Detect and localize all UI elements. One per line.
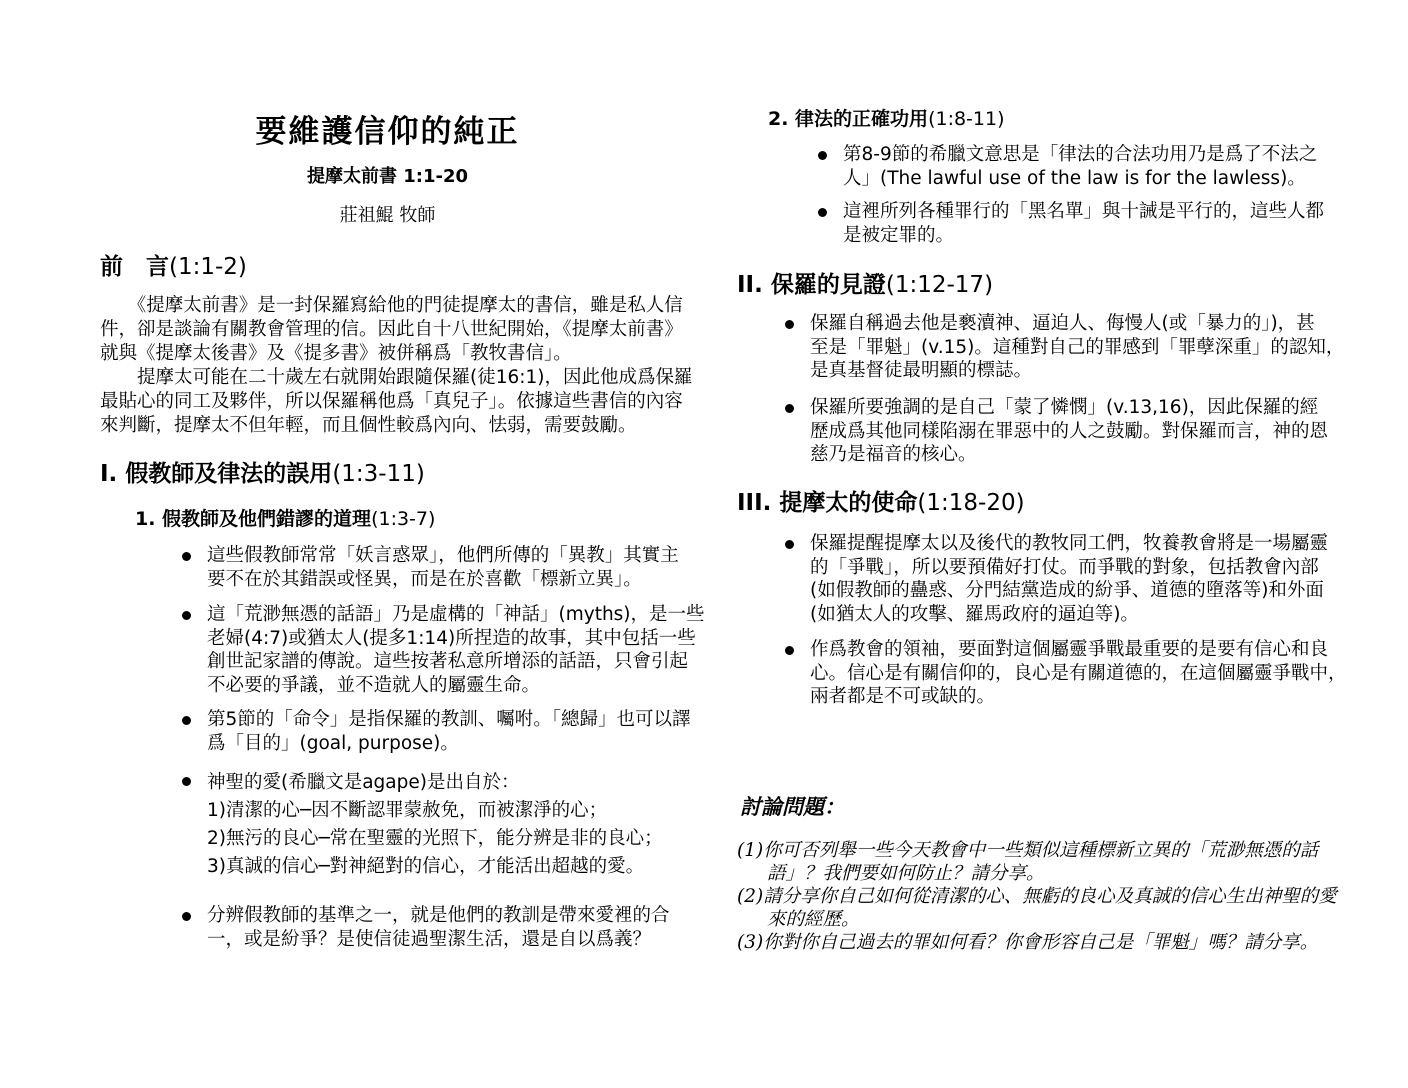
section-2-heading-text: II. 保羅的見證 bbox=[737, 272, 886, 298]
scripture-reference: 提摩太前書 1:1-20 bbox=[306, 166, 469, 187]
intro-heading-ref: (1:1-2) bbox=[169, 254, 247, 280]
text-line: 來判斷，提摩太不但年輕，而且個性較爲內向、怯弱，需要鼓勵。 bbox=[100, 415, 637, 436]
text-line: 保羅所要強調的是自己「蒙了憐憫」(v.13,16)，因此保羅的經 bbox=[810, 397, 1319, 418]
text-line: 要不在於其錯誤或怪異，而是在於喜歡「標新立異」。 bbox=[207, 568, 642, 590]
section-2-heading bbox=[737, 266, 993, 299]
text-line: 件，卻是談論有關教會管理的信。因此自十八世紀開始，《提摩太前書》 bbox=[100, 319, 683, 340]
bullet-icon bbox=[818, 151, 827, 160]
discussion-questions bbox=[737, 839, 1337, 954]
text-line: 提摩太可能在二十歲左右就開始跟隨保羅(徒16:1)，因此他成爲保羅 bbox=[100, 367, 693, 388]
text-line: 3)真誠的信心─對神絕對的信心，才能活出超越的愛。 bbox=[207, 856, 645, 877]
bullet-item bbox=[843, 143, 1317, 190]
text-line: 一，或是紛爭？是使信徒過聖潔生活，還是自以爲義？ bbox=[207, 928, 652, 950]
intro-heading-text: 前 言 bbox=[100, 254, 169, 280]
section-3-heading bbox=[737, 484, 1025, 517]
text-line: 作爲教會的領袖，要面對這個屬靈爭戰最重要的是要有信心和良 bbox=[810, 639, 1329, 660]
text-line: 就與《提摩太後書》及《提多書》被併稱爲「教牧書信」。 bbox=[100, 343, 572, 364]
intro-paragraph bbox=[100, 294, 692, 438]
section-2-heading-ref: (1:12-17) bbox=[885, 272, 994, 298]
bullet-icon bbox=[818, 208, 827, 217]
text-line: 第8-9節的希臘文意思是「律法的合法功用乃是爲了不法之 bbox=[843, 144, 1318, 165]
bullet-item bbox=[207, 708, 691, 755]
section-3-heading-text: III. 提摩太的使命 bbox=[737, 490, 918, 516]
intro-heading bbox=[100, 248, 247, 281]
discussion-heading: 討論問題： bbox=[740, 794, 845, 819]
text-line: 慈乃是福音的核心。 bbox=[810, 444, 977, 465]
author: 莊祖鯤 牧師 bbox=[339, 205, 436, 226]
bullet-item bbox=[207, 769, 663, 881]
question-line: (2)請分享你自己如何從清潔的心、無虧的良心及真誠的信心生出神聖的愛 bbox=[737, 886, 1337, 907]
question-line: 語」？我們要如何防止？請分享。 bbox=[767, 863, 1045, 884]
text-line: 爲「目的」(goal, purpose)。 bbox=[207, 732, 459, 754]
bullet-item bbox=[810, 532, 1328, 626]
question-line: 來的經歷。 bbox=[767, 909, 860, 930]
bullet-icon bbox=[785, 646, 794, 655]
text-line: 是被定罪的。 bbox=[843, 224, 955, 246]
text-line: 保羅提醒提摩太以及後代的教牧同工們，牧養教會將是一場屬靈 bbox=[810, 533, 1329, 554]
bullet-icon bbox=[785, 404, 794, 413]
bullet-icon bbox=[182, 777, 191, 786]
text-line: 第5節的「命令」是指保羅的教訓、囑咐。「總歸」也可以譯 bbox=[207, 709, 691, 730]
subsection-1-heading-text: 1. 假教師及他們錯謬的道理 bbox=[135, 508, 372, 530]
subsection-1-heading bbox=[135, 504, 435, 531]
question-line: (1)你可否列舉一些今天教會中一些類似這種標新立異的「荒渺無憑的話 bbox=[737, 840, 1319, 861]
text-line: 人」(The lawful use of the law is for the lawless)。 bbox=[843, 167, 1306, 189]
section-1-heading bbox=[100, 455, 425, 488]
question-line: (3)你對你自己過去的罪如何看？你會形容自己是「罪魁」嗎？請分享。 bbox=[737, 932, 1319, 953]
document-title: 要維護信仰的純正 bbox=[255, 114, 520, 150]
text-line: 心。信心是有關信仰的，良心是有關道德的，在這個屬靈爭戰中， bbox=[810, 662, 1347, 684]
bullet-item bbox=[810, 638, 1347, 709]
question-3 bbox=[737, 931, 1337, 954]
subsection-2-heading-ref: (1:8-11) bbox=[928, 108, 1005, 130]
section-1-heading-ref: (1:3-11) bbox=[332, 461, 425, 487]
section-3-heading-ref: (1:18-20) bbox=[917, 490, 1025, 516]
text-line: (如猶太人的攻擊、羅馬政府的逼迫等)。 bbox=[810, 603, 1139, 625]
bullet-item bbox=[843, 200, 1324, 247]
text-line: 最貼心的同工及夥伴，所以保羅稱他爲「真兒子」。依據這些書信的內容 bbox=[100, 391, 683, 412]
bullet-item bbox=[810, 396, 1328, 467]
bullet-item bbox=[810, 312, 1344, 383]
bullet-icon bbox=[785, 540, 794, 549]
text-line: 的「爭戰」，所以要預備好打仗。而爭戰的對象，包括教會內部 bbox=[810, 556, 1319, 578]
text-line: 神聖的愛(希臘文是agape)是出自於： bbox=[207, 772, 520, 793]
text-line: 《提摩太前書》是一封保羅寫給他的門徒提摩太的書信，雖是私人信 bbox=[100, 295, 683, 316]
text-line: 這「荒渺無憑的話語」乃是虛構的「神話」(myths)，是一些 bbox=[207, 604, 705, 625]
text-line: (如假教師的蠱惑、分門結黨造成的紛爭、道德的墮落等)和外面 bbox=[810, 580, 1324, 601]
subsection-2-heading bbox=[768, 104, 1005, 131]
bullet-item bbox=[207, 603, 705, 697]
text-line: 老婦(4:7)或猶太人(提多1:14)所捏造的故事，其中包括一些 bbox=[207, 627, 696, 649]
bullet-icon bbox=[182, 611, 191, 620]
text-line: 這裡所列各種罪行的「黑名單」與十誡是平行的，這些人都 bbox=[843, 201, 1325, 222]
bullet-item bbox=[207, 904, 670, 951]
text-line: 至是「罪魁」(v.15)。這種對自己的罪感到「罪孽深重」的認知， bbox=[810, 336, 1345, 358]
question-1 bbox=[737, 839, 1337, 885]
text-line: 是真基督徒最明顯的標誌。 bbox=[810, 360, 1033, 381]
bullet-item bbox=[207, 544, 679, 591]
bullet-icon bbox=[182, 552, 191, 561]
text-line: 不必要的爭議，並不造就人的屬靈生命。 bbox=[207, 674, 541, 696]
text-line: 兩者都是不可或缺的。 bbox=[810, 686, 996, 707]
question-2 bbox=[737, 885, 1337, 931]
bullet-icon bbox=[785, 320, 794, 329]
text-line: 這些假教師常常「妖言惑眾」，他們所傳的「異教」其實主 bbox=[207, 545, 679, 566]
text-line: 保羅自稱過去他是褻瀆神、逼迫人、侮慢人(或「暴力的」)，甚 bbox=[810, 313, 1315, 334]
text-line: 創世記家譜的傳說。這些按著私意所增添的話語，只會引起 bbox=[207, 651, 689, 672]
section-1-heading-text: I. 假教師及律法的誤用 bbox=[100, 461, 333, 487]
bullet-icon bbox=[182, 716, 191, 725]
text-line: 分辨假教師的基準之一，就是他們的教訓是帶來愛裡的合 bbox=[207, 905, 670, 926]
bullet-icon bbox=[182, 912, 191, 921]
text-line: 1)清潔的心─因不斷認罪蒙赦免，而被潔淨的心； bbox=[207, 800, 608, 821]
subsection-1-heading-ref: (1:3-7) bbox=[371, 508, 436, 530]
subsection-2-heading-text: 2. 律法的正確功用 bbox=[768, 108, 929, 130]
text-line: 歷成爲其他同樣陷溺在罪惡中的人之鼓勵。對保羅而言，神的恩 bbox=[810, 420, 1329, 442]
text-line: 2)無污的良心─常在聖靈的光照下，能分辨是非的良心； bbox=[207, 828, 663, 849]
